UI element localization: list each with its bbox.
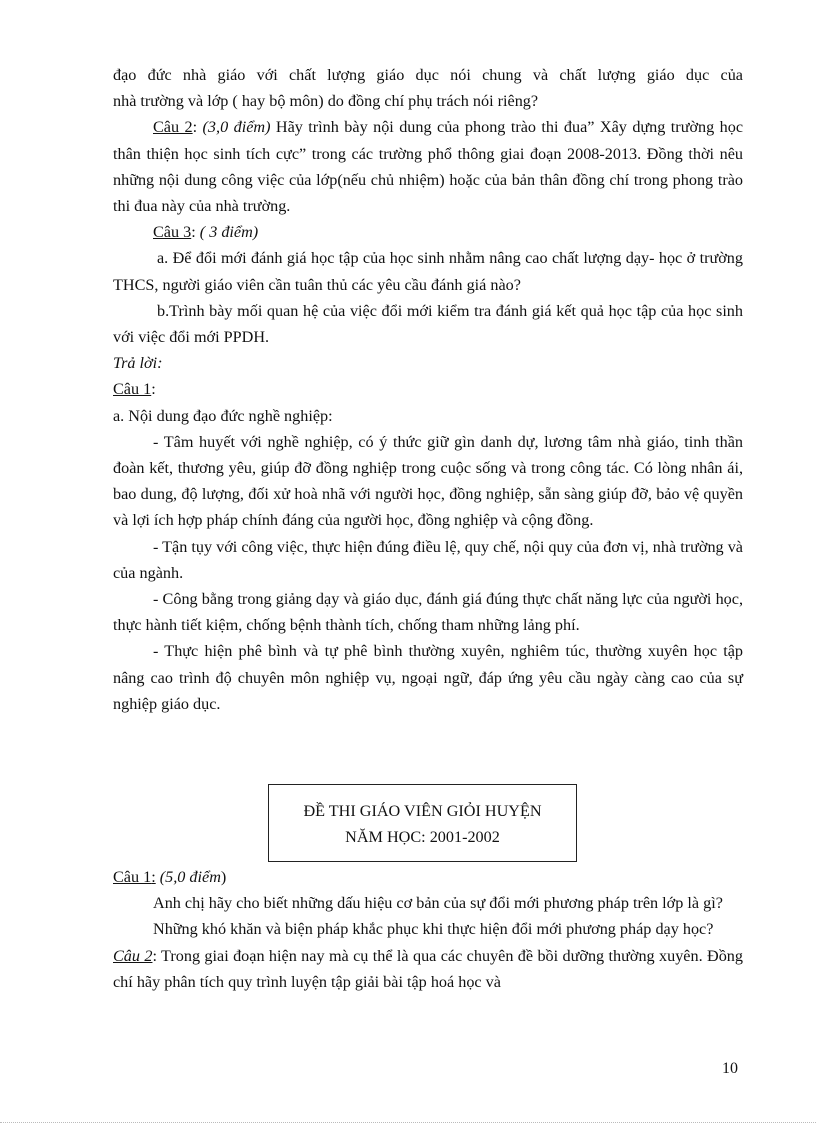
exam-title-box [268, 784, 577, 862]
intro-line-1: đạo đức nhà giáo với chất lượng giáo dục nói chung và chất lượng giáo dục của [113, 66, 743, 84]
question-2: Câu 2: (3,0 điểm) Hãy trình bày nội dung của phong trào thi đua” Xây dựng trường học thân thiện học sinh tích cực” trong các trường phổ thông giai đoạn 2008-2013. Đồng thời nêu những nội dung công việc của lớp(nếu chủ nhiệm) hoặc của bản thân đồng chí trong phong trào thi đua này của nhà trường. [113, 118, 744, 216]
question-3-heading: Câu 3: ( 3 điểm) [153, 223, 259, 242]
exam-block [113, 864, 743, 995]
exam-title-line-1: ĐỀ THI GIÁO VIÊN GIỎI HUYỆN [303, 802, 542, 820]
exam-question-1-heading: Câu 1: (5,0 điểm) [113, 868, 227, 886]
exam-title-line-2: NĂM HỌC: 2001-2002 [345, 828, 500, 846]
exam-question-2-label: Câu 2 [113, 946, 153, 965]
question-3-label: Câu 3 [153, 223, 192, 242]
page-number: 10 [722, 1060, 738, 1077]
answer-question-1-label: Câu 1 [113, 380, 152, 399]
answer-paragraph-4: - Thực hiện phê bình và tự phê bình thường xuyên, nghiêm túc, thường xuyên học tập nâng cao trình độ chuyên môn nghiệp vụ, ngoại ngữ, đáp ứng yêu cầu ngày càng cao của sự nghiệp giáo dục. [113, 642, 743, 713]
answer-a-heading: a. Nội dung đạo đức nghề nghiệp: [113, 406, 333, 425]
answer-paragraph-3: - Công bằng trong giảng dạy và giáo dục, đánh giá đúng thực chất năng lực của người học, thực hành tiết kiệm, chống bệnh thành tích, chống tham những lảng phí. [113, 590, 743, 635]
exam-question-2 [113, 943, 743, 995]
exam-question-1-paragraph-2: Những khó khăn và biện pháp khắc phục khi thực hiện đổi mới phương pháp dạy học? [153, 920, 714, 939]
intro-line-2: nhà trường và lớp ( hay bộ môn) do đồng chí phụ trách nói riêng? [113, 92, 539, 111]
question-3-b: b.Trình bày mối quan hệ của việc đổi mới kiểm tra đánh giá kết quả học tập của học sinh với việc đổi mới PPDH. [113, 301, 743, 347]
answer-paragraph-2: - Tận tụy với công việc, thực hiện đúng điều lệ, quy chế, nội quy của đơn vị, nhà trường và của ngành. [113, 537, 743, 582]
question-2-label: Câu 2 [153, 118, 193, 137]
answer-paragraph-1: - Tâm huyết với nghề nghiệp, có ý thức giữ gìn danh dự, lương tâm nhà giáo, tinh thần đoàn kết, thương yêu, giúp đỡ đồng nghiệp trong cuộc sống và trong công tác. Có lòng nhân ái, bao dung, độ lượng, đối xử hoà nhã với người học, đồng nghiệp, sẵn sàng giúp đỡ, bảo vệ quyền và lợi ích hợp pháp chính đáng của người học, đồng nghiệp và cộng đồng. [113, 432, 743, 530]
intro-block [113, 62, 743, 717]
question-3-points: ( 3 điểm) [199, 223, 259, 242]
exam-question-1-points: (5,0 điểm [159, 868, 221, 886]
answer-question-1-heading: Câu 1: [113, 380, 156, 399]
exam-question-1-paragraph-1: Anh chị hãy cho biết những dấu hiệu cơ bản của sự đổi mới phương pháp trên lớp là gì? [153, 894, 723, 913]
exam-question-2-text: : Trong giai đoạn hiện nay mà cụ thể là qua các chuyên đề bồi dưỡng thường xuyên. Đồng chí hãy phân tích quy trình luyện tập giải bài tập hoá học và [113, 946, 743, 991]
exam-question-1-label: Câu 1 [113, 868, 152, 886]
question-2-points: (3,0 điểm) [202, 118, 271, 137]
answer-label: Trả lời: [113, 354, 163, 373]
question-2-text: Hãy trình bày nội dung của phong trào thi đua” Xây dựng trường học thân thiện học sinh tích cực” trong các trường phổ thông giai đoạn 2008-2013. Đồng thời nêu những nội dung công việc của lớp(nếu chủ nhiệm) hoặc của bản thân đồng chí trong phong trào thi đua này của nhà trường. [113, 118, 744, 216]
question-3-a: a. Để đổi mới đánh giá học tập của học sinh nhằm nâng cao chất lượng dạy- học ở trường THCS, người giáo viên cần tuân thủ các yêu cầu đánh giá nào? [113, 249, 743, 294]
